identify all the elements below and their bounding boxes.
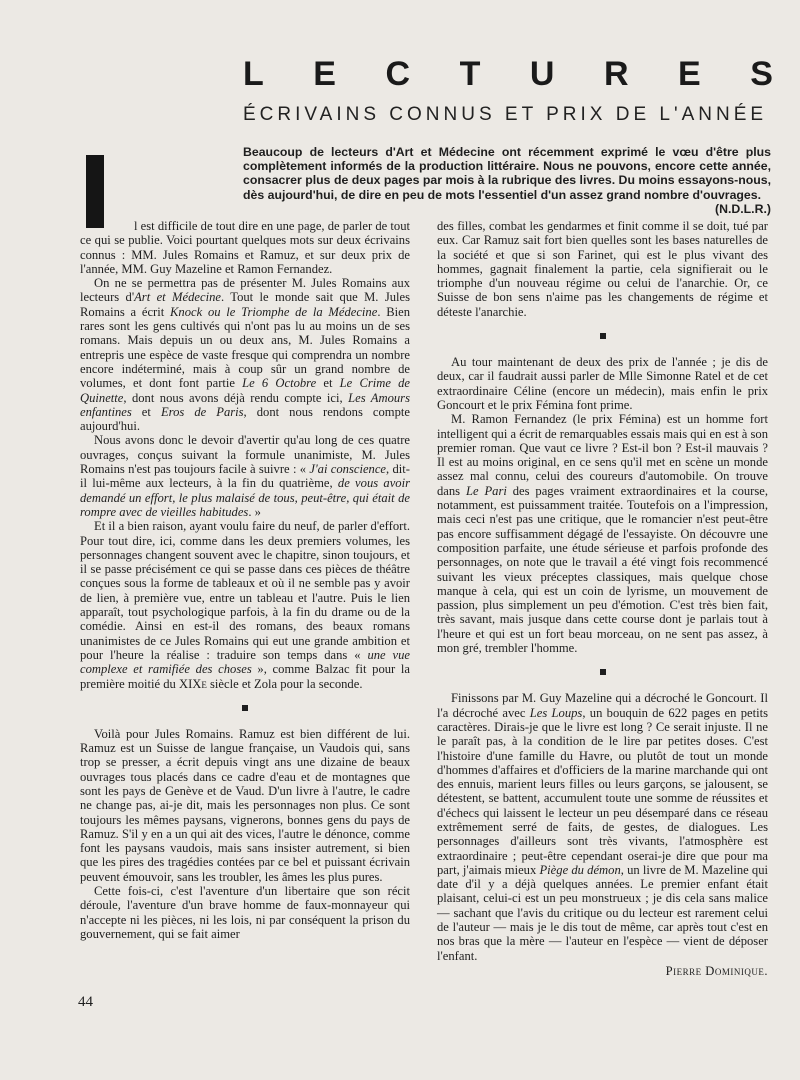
title-letter: T [459,55,481,93]
title-letter: E [313,55,336,93]
title-letter: L [243,55,264,93]
section-separator [437,330,768,344]
paragraph: Au tour maintenant de deux des prix de l'année ; je dis de deux, car il faudrait aussi parler de Mlle Simonne Ratel et de cet extraordinaire Céline (encore un médecin), mais enfin le prix Goncourt et le prix Fémina font prime. [437,355,768,412]
section-separator [437,666,768,680]
right-column [437,219,768,978]
title-letter: S [750,55,773,93]
paragraph: Voilà pour Jules Romains. Ramuz est bien différent de lui. Ramuz est un Suisse de langue française, un Vaudois qui, sans trop se presser, a écrit depuis vingt ans une dizaine de beaux ouvrages tous placés dans ce cadre d'eau et de montagnes que sont les pays de Genève et de Vaud. D'un livre à l'autre, le cadre ne change pas, ai-je dit, mais les personnages non plus. Ce sont toujours les mêmes paysans, vignerons, bonnes gens du pays de Ramuz. S'il y en a un qui ait des vices, l'autre le dénonce, comme font les paysans vaudois, mais sans insister autrement, si bien que les pires des tragédies contées par ce bel et puissant écrivain peuvent émouvoir, sans les troubler, les âmes les plus pures. [80,726,410,884]
paragraph: Et il a bien raison, ayant voulu faire du neuf, de parler d'effort. Pour tout dire, ici, comme dans les deux premiers volumes, les personnages changent souvent avec le chapitre, sinon toujours, et il se passe précisément ce qui se passe dans ces pièces de théâtre conçues sous la forme de tableaux et où il ne semble pas y avoir de lien, à première vue, entre un tableau et l'autre. Puis le lien apparaît, tout psychologique parfois, à la fin du drame ou de la comédie. Ainsi en est-il des romans, des beaux romans unanimistes de ce Jules Romains qui eut une grande ambition et pour l'heure la réalise : traduire son temps dans « une vue complexe et ramifiée des choses », comme Balzac fit pour la première moitié du XIXe siècle et Zola pour la seconde. [80,519,411,691]
title-letter: U [529,55,555,93]
drop-cap [86,155,104,228]
paragraph: des filles, combat les gendarmes et finit comme il se doit, tué par eux. Car Ramuz sait fort bien quelles sont les bases naturelles de la société et que si son Farinet, qui est le plus vivant des hommes, gagnait finalement la partie, cela signifierait ou le triomphe d'un nouveau régime ou celui de l'anarchie. Or, ce Suisse de bon sens n'aime pas les changements de régime et déteste l'anarchie. [437,219,768,319]
paragraph: Cette fois-ci, c'est l'aventure d'un libertaire que son récit déroule, l'aventure d'un brave homme de faux-monnayeur qui n'accepte ni les pièces, ni les lois, ni par conséquent la prison du gouvernement, qui se fait aimer [80,884,410,941]
paragraph: l est difficile de tout dire en une page, de parler de tout ce qui se publie. Voici pourtant quelques mots sur deux écrivains connus : MM. Jules Romains et Ramuz, et sur deux prix de l'année, MM. Guy Mazeline et Ramon Fernandez. [80,219,410,276]
section-separator [80,702,410,716]
title-letter: C [385,55,411,93]
section-title [243,56,773,92]
title-letter: R [603,55,629,93]
intro-credit: (N.D.L.R.) [714,201,771,216]
title-letter: E [678,55,701,93]
author-signature: Pierre Dominique. [665,963,768,978]
paragraph: Nous avons donc le devoir d'avertir qu'au long de ces quatre ouvrages, conçus suivant la formule unanimiste, M. Jules Romains n'est pas toujours facile à suivre : « J'ai conscience, dit-il lui-même aux lecteurs, à la fin du quatrième, de vous avoir demandé un effort, le plus malaisé de tous, peut-être, qui était de rompre avec de vieilles habitudes. » [80,433,410,519]
paragraph: On ne se permettra pas de présenter M. Jules Romains aux lecteurs d'Art et Médecine. Tout le monde sait que M. Jules Romains a écrit Knock ou le Triomphe de la Médecine. Bien rares sont les gens cultivés qui n'ont pas lu au moins un de ses romans. Mais depuis un ou deux ans, M. Jules Romains a entrepris une espèce de vaste fresque qui comprendra un nombre encore indéterminé, mais à coup sûr un grand nombre de volumes, et dont font partie Le 6 Octobre et Le Crime de Quinette, dont nous avons déjà rendu compte ici, Les Amours enfantines et Eros de Paris, dont nous rendons compte aujourd'hui. [80,276,411,434]
paragraph: Finissons par M. Guy Mazeline qui a décroché le Goncourt. Il l'a décroché avec Les Loups, un bouquin de 622 pages en petits caractères. Dirais-je que le livre est long ? Ce serait injuste. Il ne le paraît pas, à la condition de le lire par petites doses. C'est l'histoire d'une famille du Havre, ou plutôt de tout un monde d'hommes d'affaires et d'officiers de la marine marchande qui ont des ennuis, marient leurs filles ou leurs garçons, se jalousent, se détestent, se battent, accumulent toute une somme de réussites et d'échecs qui laissent le lecteur un peu désemparé dans ce réseau extrêmement serré de faits, de gestes, de dialogues. Les personnages d'ailleurs sont très vivants, l'atmosphère est extraordinaire ; peut-être cependant oserai-je dire que pour ma part, j'aimais mieux Piège du démon, un livre de M. Mazeline qui date d'il y a déjà quelques années. Le premier enfant était plaisant, celui-ci est un peu monstrueux ; je dis cela sans malice — sachant que l'avis du critique ou du lecteur est rarement celui de l'auteur — mais je le dis tout de même, car après tout c'est en nos bras que la mère — l'auteur en l'espèce — vient de déposer l'enfant. [437,691,769,963]
intro-text: Beaucoup de lecteurs d'Art et Médecine ont récemment exprimé le vœu d'être plus complètement informés de la production littéraire. Nous ne pouvons, encore cette année, consacrer plus de deux pages par mois à la rubrique des livres. Du moins essayons-nous, dès aujourd'hui, de dire en peu de mots l'essentiel d'un assez grand nombre d'ouvrages. [243,145,771,202]
left-column [80,219,410,941]
page-number: 44 [78,994,93,1010]
section-subtitle: ÉCRIVAINS CONNUS ET PRIX DE L'ANNÉE [243,104,768,125]
editor-intro [243,145,771,216]
paragraph: M. Ramon Fernandez (le prix Fémina) est un homme fort intelligent qui a écrit de remarquables essais mais qui en est à son premier roman. Que vaut ce livre ? Est-il bon ? Est-il mauvais ? Il est au moins original, en ce sens qu'il met en scène un monde assez mal connu, celui des coureurs d'automobile. On trouve dans Le Pari des pages vraiment extraordinaires et la course, notamment, est puissamment traitée. Toutefois on a l'impression, mais ceci n'est pas une critique, que le romancier n'est peut-être pas encore suffisamment dégagé de l'essayiste. On découvre une composition parfaite, une étude sérieuse et parfois profonde des personnages, on note que le travail a été vingt fois recommencé suivant les vieux préceptes classiques, mais quelque chose manque à cela, qui est un coin de lyrisme, un mouvement de passion, plus simplement un peu d'émotion. C'est très bien fait, très savant, mais jusque dans cette course dont je parlais tout à l'heure et qui est un fort beau morceau, on ne sent pas assez, à mon gré, trembler l'homme. [437,412,769,656]
